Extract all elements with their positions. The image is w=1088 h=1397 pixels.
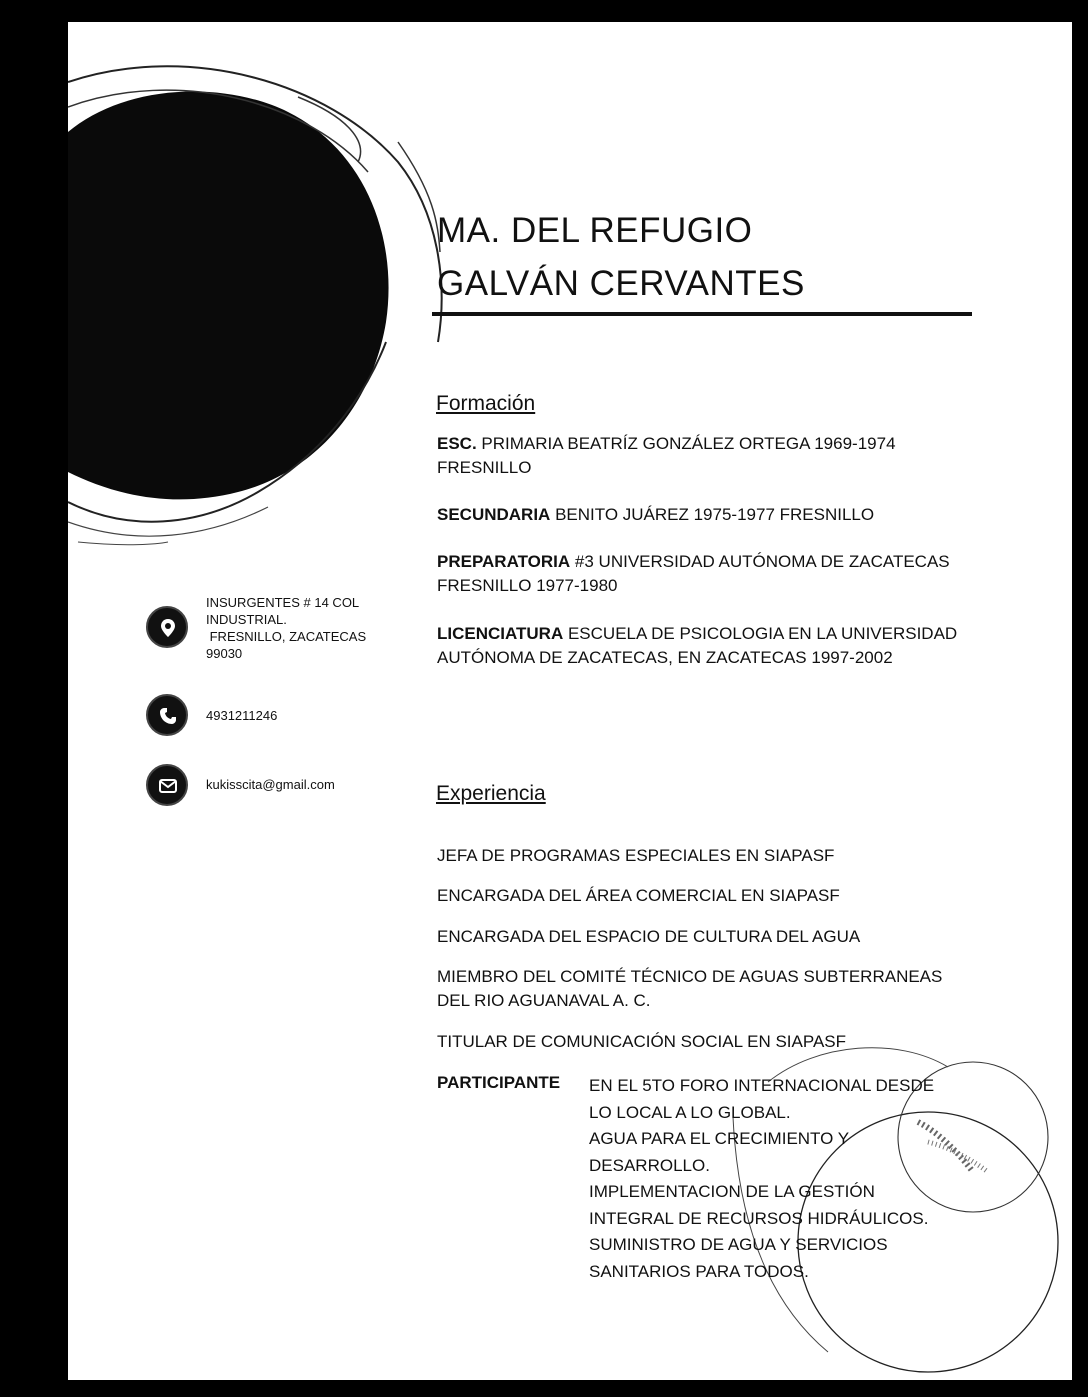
experience-entry: ENCARGADA DEL ÁREA COMERCIAL EN SIAPASF (437, 886, 840, 905)
location-pin-icon (146, 606, 188, 648)
name-line-2: GALVÁN CERVANTES (437, 264, 805, 303)
experiencia-title: Experiencia (436, 782, 546, 805)
entry-label: ESC. (437, 434, 477, 453)
entry-label: LICENCIATURA (437, 624, 564, 643)
formacion-title: Formación (436, 392, 536, 415)
email-address[interactable]: kukisscita@gmail.com (206, 777, 335, 792)
participante-list (589, 1073, 989, 1285)
education-entry (437, 550, 977, 598)
participante-line: SANITARIOS PARA TODOS. (589, 1261, 809, 1281)
education-entry (437, 503, 977, 527)
phone-number[interactable]: 4931211246 (206, 708, 278, 723)
participante-line: DESARROLLO. (589, 1155, 710, 1175)
name-underline (432, 312, 972, 316)
experience-entry: JEFA DE PROGRAMAS ESPECIALES EN SIAPASF (437, 846, 835, 865)
address-line: INSURGENTES # 14 COL (206, 595, 360, 610)
participante-line: SUMINISTRO DE AGUA Y SERVICIOS (589, 1235, 888, 1254)
experience-entry: ENCARGADA DEL ESPACIO DE CULTURA DEL AGUA (437, 927, 861, 946)
candidate-name (437, 204, 805, 310)
address-line: 99030 (206, 646, 243, 661)
entry-text: #3 UNIVERSIDAD AUTÓNOMA DE ZACATECAS FRESNILLO 1977-1980 (437, 552, 950, 595)
entry-text: PRIMARIA BEATRÍZ GONZÁLEZ ORTEGA 1969-1974 FRESNILLO (437, 434, 896, 477)
resume-page (68, 22, 1072, 1380)
participante-line: AGUA PARA EL CRECIMIENTO Y (589, 1129, 850, 1148)
address-line: INDUSTRIAL. (206, 612, 287, 627)
education-entry (437, 432, 977, 480)
email-icon (146, 764, 188, 806)
participante-line: EN EL 5TO FORO INTERNACIONAL DESDE (589, 1076, 935, 1095)
entry-label: PREPARATORIA (437, 552, 571, 571)
education-entry (437, 622, 977, 670)
entry-text: BENITO JUÁREZ 1975-1977 FRESNILLO (550, 505, 875, 524)
participante-line: LO LOCAL A LO GLOBAL. (589, 1102, 791, 1122)
experience-entry: TITULAR DE COMUNICACIÓN SOCIAL EN SIAPASF (437, 1032, 847, 1051)
entry-text: ESCUELA DE PSICOLOGIA EN LA UNIVERSIDAD AUTÓNOMA DE ZACATECAS, EN ZACATECAS 1997-2002 (437, 624, 958, 667)
participante-line: IMPLEMENTACION DE LA GESTIÓN (589, 1182, 875, 1201)
experience-entry: MIEMBRO DEL COMITÉ TÉCNICO DE AGUAS SUBTERRANEAS DEL RIO AGUANAVAL A. C. (437, 967, 943, 1010)
participante-label: PARTICIPANTE (437, 1073, 561, 1092)
phone-icon (146, 694, 188, 736)
address-line: FRESNILLO, ZACATECAS (206, 629, 367, 644)
participante-line: INTEGRAL DE RECURSOS HIDRÁULICOS. (589, 1208, 929, 1228)
name-line-1: MA. DEL REFUGIO (437, 211, 753, 250)
entry-label: SECUNDARIA (437, 505, 551, 524)
